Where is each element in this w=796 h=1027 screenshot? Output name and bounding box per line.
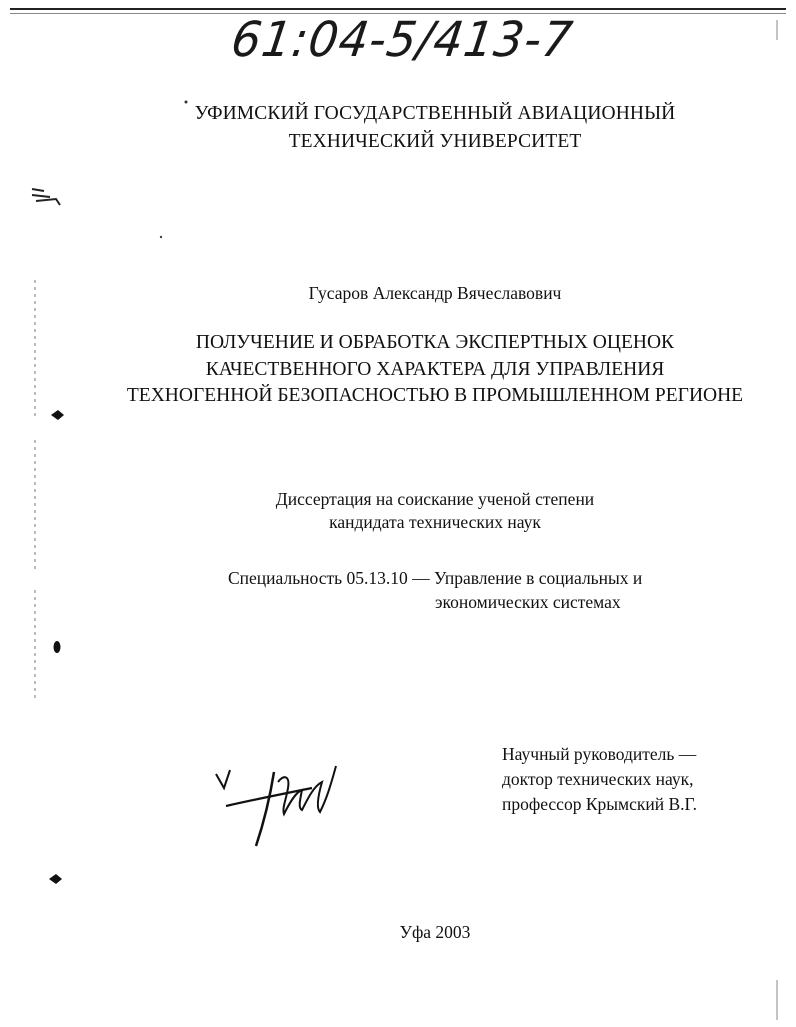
scan-mark-icon <box>30 185 64 209</box>
left-margin-scan-line-icon <box>32 280 38 700</box>
degree-line-2: кандидата технических наук <box>329 512 541 532</box>
scientific-advisor <box>502 742 697 817</box>
scan-speck-icon <box>182 98 190 106</box>
scan-dot-icon <box>48 872 64 886</box>
university-name <box>0 100 796 156</box>
handwritten-call-number: 61:04-5/413-7 <box>228 10 577 68</box>
title-line-1: ПОЛУЧЕНИЕ И ОБРАБОТКА ЭКСПЕРТНЫХ ОЦЕНОК <box>195 332 675 353</box>
university-line-2: ТЕХНИЧЕСКИЙ УНИВЕРСИТЕТ <box>288 131 582 152</box>
degree-statement <box>0 488 796 534</box>
right-margin-scan-line-icon <box>774 20 780 1020</box>
university-line-1: УФИМСКИЙ ГОСУДАРСТВЕННЫЙ АВИАЦИОННЫЙ <box>194 103 676 124</box>
title-line-2: КАЧЕСТВЕННОГО ХАРАКТЕРА ДЛЯ УПРАВЛЕНИЯ <box>205 358 665 380</box>
advisor-line-3: профессор Крымский В.Г. <box>502 794 698 814</box>
specialty-line-2: экономических системах <box>435 592 621 612</box>
specialty <box>228 566 643 612</box>
signature-icon <box>212 752 342 852</box>
scan-speck-icon <box>158 234 164 240</box>
dissertation-title <box>0 330 796 410</box>
degree-line-1: Диссертация на соискание ученой степени <box>275 489 595 509</box>
author-name: Гусаров Александр Вячеславович <box>308 283 562 303</box>
specialty-line-1: Специальность 05.13.10 — Управление в социальных и <box>228 568 643 588</box>
scan-dot-icon <box>50 408 66 422</box>
scan-dot-icon <box>52 640 62 654</box>
city-and-year: Уфа 2003 <box>399 922 471 942</box>
advisor-line-1: Научный руководитель — <box>502 744 697 764</box>
title-line-3: ТЕХНОГЕННОЙ БЕЗОПАСНОСТЬЮ В ПРОМЫШЛЕННОМ РЕГИОНЕ <box>126 385 744 406</box>
advisor-line-2: доктор технических наук, <box>502 769 694 789</box>
